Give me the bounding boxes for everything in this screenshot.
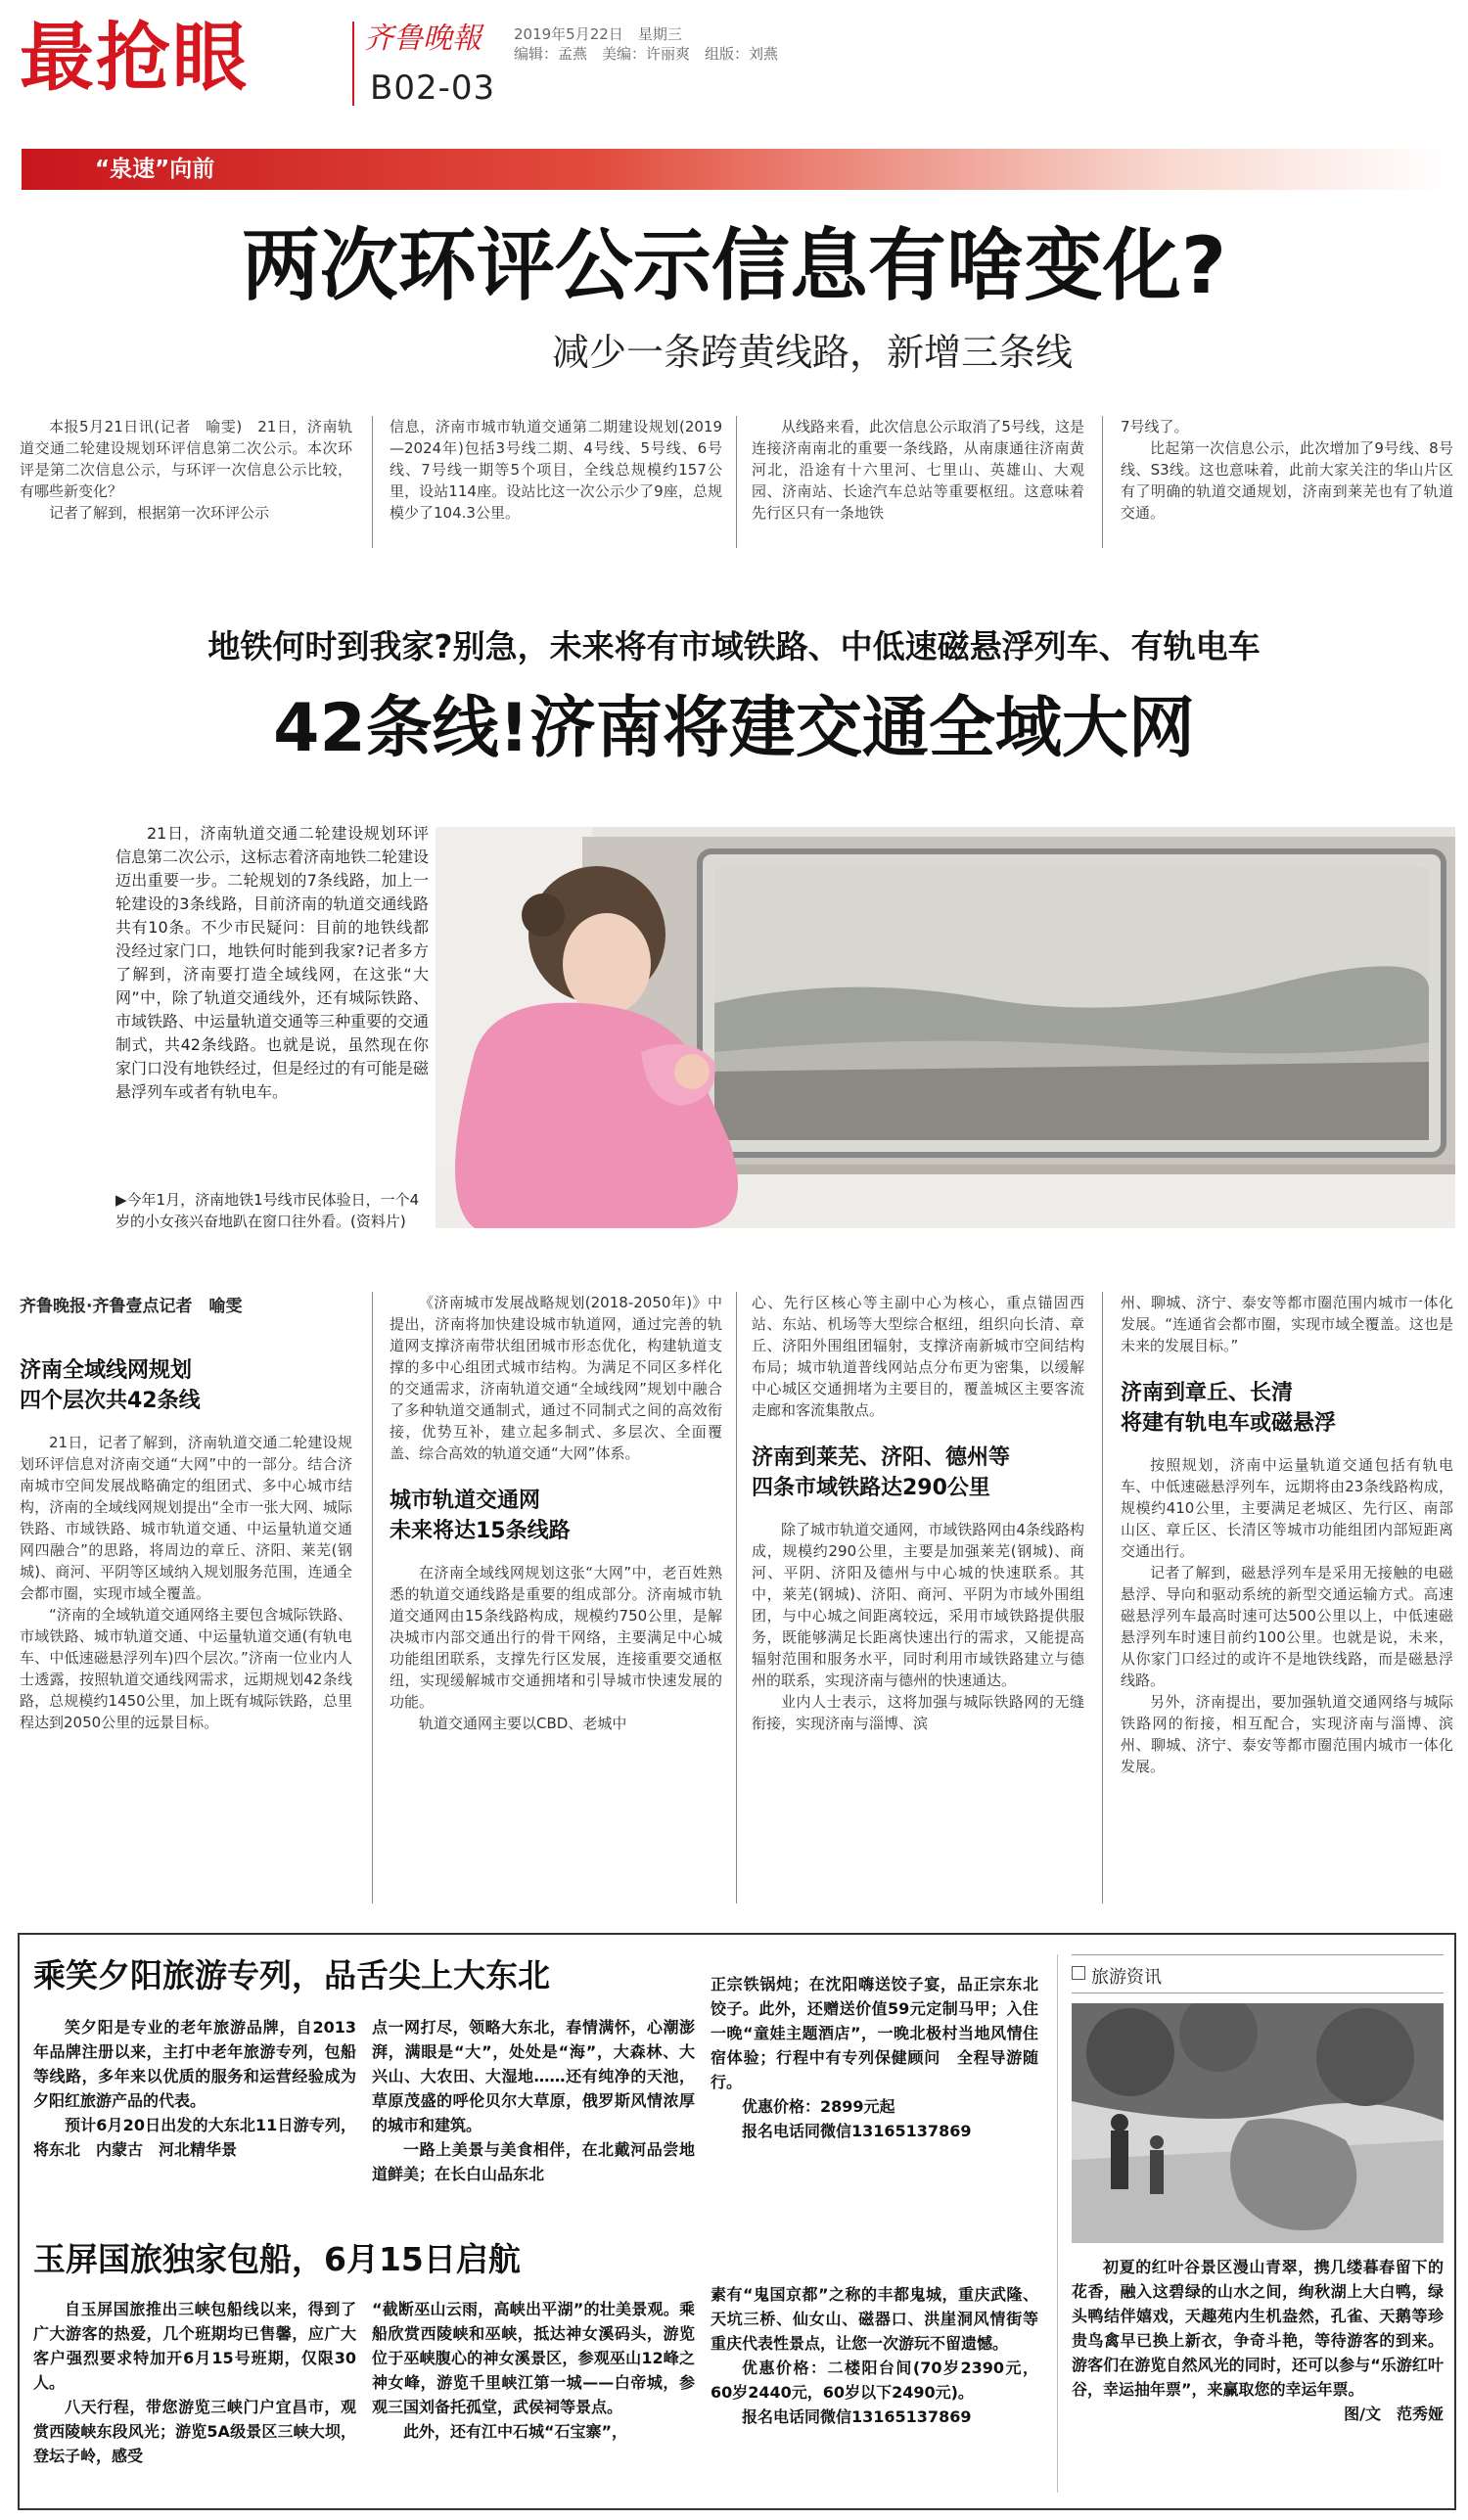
- ad-para: 此外，还有江中石城“石宝寨”，: [403, 2422, 628, 2441]
- story1-para: 记者了解到，根据第一次环评公示: [49, 504, 270, 522]
- sidebar-label: 旅游资讯: [1091, 1967, 1162, 1988]
- credits: 编辑：孟燕 美编：许丽爽 组版：刘燕: [514, 45, 779, 63]
- ad-para: 正宗铁锅炖；在沈阳嗨送饺子宴，品正宗东北饺子。此外，还赠送价值59元定制马甲；入住一晚“童娃主题酒店”，一晚北极村当地风情住宿体验；行程中有专列保健顾问 全程导游随行。: [711, 1975, 1038, 2091]
- page-number: B02-03: [370, 69, 496, 108]
- subheading: 济南到章丘、长清 将建有轨电车或磁悬浮: [1121, 1381, 1337, 1436]
- sidebar: [1072, 1954, 1444, 2497]
- story1-para: 比起第一次信息公示，此次增加了9号线、8号线、S3线。这也意味着，此前大家关注的华山片区有了明确的轨道交通规划，济南到莱芜也有了轨道交通。: [1121, 439, 1453, 522]
- sidebar-photo-illustration: [1072, 2003, 1444, 2243]
- story1-para: 信息，济南市城市轨道交通第二期建设规划(2019—2024年)包括3号线二期、4号线、5号线、6号线、7号线一期等5个项目，全线总规模约157公里，设站114座。设站比这一次公示少了9座，总规模少了104.3公里。: [390, 418, 722, 522]
- ad-para: 点一网打尽，领略大东北，春情满怀，心潮澎湃，满眼是“大”，处处是“海”，大森林、大兴山、大农田、大湿地……还有纯净的天池，草原茂盛的呼伦贝尔大草原，俄罗斯风情浓厚的城市和建筑。: [372, 2018, 695, 2134]
- paper-logo: 齐鲁晚報: [364, 22, 482, 56]
- banner-text: [95, 152, 214, 187]
- banner-rest: 向前: [169, 157, 215, 182]
- story2-byline: 齐鲁晚报·齐鲁壹点记者 喻雯: [20, 1297, 243, 1316]
- subheading: 济南到莱芜、济阳、德州等 四条市域铁路达290公里: [752, 1445, 1011, 1500]
- story2-col-4: [1121, 1292, 1453, 1908]
- ad-para: 素有“鬼国京都”之称的丰都鬼城，重庆武隆、天坑三桥、仙女山、磁器口、洪崖洞风情街等重庆代表性景点，让您一次游玩不留遗憾。: [711, 2285, 1038, 2353]
- ad-price: 优惠价格：二楼阳台间(70岁2390元，60岁2440元，60岁以下2490元)。: [711, 2359, 1038, 2402]
- ad2-title: 玉屏国旅独家包船，6月15日启航: [33, 2240, 521, 2278]
- subway-photo: [436, 827, 1455, 1228]
- story1-headline: 两次环评公示信息有啥变化?: [241, 220, 1227, 311]
- column-rule: [1102, 1292, 1103, 1903]
- story1-para: 本报5月21日讯(记者 喻雯) 21日，济南轨道交通二轮建设规划环评信息第二次公示。本次环评是第二次信息公示，与环评一次信息公示比较，有哪些新变化？: [20, 418, 352, 500]
- ad-price: 优惠价格：2899元起: [742, 2097, 895, 2116]
- story2-lead: 21日，济南轨道交通二轮建设规划环评信息第二次公示，这标志着济南地铁二轮建设迈出重要一步。二轮规划的7条线路，加上一轮建设的3条线路，目前济南的轨道交通线路共有10条。不少市民疑问：目前的地铁线都没经过家门口，地铁何时能到我家?记者多方了解到，济南要打造全域线网，在这张“大网”中，除了轨道交通线外，还有城际铁路、市域铁路、中运量轨道交通等三种重要的交通制式，共42条线路。也就是说，虽然现在你家门口没有地铁经过，但是经过的有可能是磁悬浮列车或者有轨电车。: [115, 824, 430, 1101]
- story2-para: 除了城市轨道交通网，市域铁路网由4条线路构成，规模约290公里，主要是加强莱芜(钢城)、商河、平阴、济阳及德州与中心城的快速联系。其中，莱芜(钢城)、济阳、商河、平阴为市域外围组团，与中心城之间距离较远，采用市域铁路提供服务，既能够满足长距离快速出行的需求，又能提高辐射范围和服务水平，同时利用市域铁路建立与德州的联系，实现济南与德州的快速通达。: [752, 1521, 1084, 1689]
- ad-section: [18, 1933, 1456, 2510]
- ad2-col-3: [711, 2282, 1038, 2502]
- section-title: 最抢眼: [20, 14, 249, 101]
- ad-phone: 报名电话同微信13165137869: [742, 2407, 972, 2426]
- banner-quoted: “泉速”: [95, 157, 170, 182]
- ad-phone: 报名电话同微信13165137869: [742, 2122, 972, 2140]
- story2-para: 在济南全域线网规划这张“大网”中，老百姓熟悉的轨道交通线路是重要的组成部分。济南城市轨道交通网由15条线路构成，规模约750公里，是解决城市内部交通出行的骨干网络，主要满足中心城功能组团联系，支撑先行区发展，连接重要交通枢纽，实现缓解城市交通拥堵和引导城市快速发展的功能。: [390, 1564, 722, 1711]
- story2-para: “济南的全域轨道交通网络主要包含城际铁路、市域铁路、城市轨道交通、中运量轨道交通(有轨电车、中低速磁悬浮列车)四个层次。”济南一位业内人士透露，按照轨道交通线网需求，远期规划42条线路，总规模约1450公里，加上既有城际铁路，总里程达到2050公里的远景目标。: [20, 1606, 352, 1731]
- story1-para: 7号线了。: [1121, 418, 1189, 435]
- column-rule: [1102, 416, 1103, 548]
- sidebar-label-box: [1072, 1954, 1444, 1993]
- ad2-col-2: [372, 2297, 695, 2502]
- sidebar-square-icon: [1072, 1966, 1085, 1980]
- story2-para: 21日，记者了解到，济南轨道交通二轮建设规划环评信息对济南交通“大网”中的一部分。结合济南城市空间发展战略确定的组团式、多中心城市结构，济南的全域线网规划提出“全市一张大网、城际铁路、市域铁路、城市轨道交通、中运量轨道交通网四融合”的思路，将周边的章丘、济阳、莱芜(钢城)、商河、平阴等区域纳入规划服务范围，连通全会都市圈，实现市域全覆盖。: [20, 1434, 352, 1602]
- story2-para: 心、先行区核心等主副中心为核心，重点锚固西站、东站、机场等大型综合枢纽，组织向长清、章丘、济阳外围组团辐射，支撑济南新城市空间结构布局；城市轨道普线网站点分布更为密集，以缓解中心城区交通拥堵为主要目的，覆盖城区主要客流走廊和客流集散点。: [752, 1294, 1084, 1419]
- masthead: [0, 0, 1468, 132]
- story2-col-3: [752, 1292, 1084, 1908]
- story2-headline: 42条线!济南将建交通全域大网: [273, 690, 1195, 767]
- story2-para: 业内人士表示，这将加强与城际铁路网的无缝衔接，实现济南与淄博、滨: [752, 1693, 1084, 1732]
- ad2-col-1: [33, 2297, 356, 2502]
- story2-para: 按照规划，济南中运量轨道交通包括有轨电车、中低速磁悬浮列车，远期将由23条线路构成，规模约410公里，主要满足老城区、先行区、南部山区、章丘区、长清区等城市功能组团内部短距离交通出行。: [1121, 1456, 1453, 1560]
- subheading: 城市轨道交通网 未来将达15条线路: [390, 1489, 571, 1543]
- ad-para: 笑夕阳是专业的老年旅游品牌，自2013年品牌注册以来，主打中老年旅游专列，包船等线路，多年来以优质的服务和运营经验成为夕阳红旅游产品的代表。: [33, 2018, 356, 2110]
- ad-para: 八天行程，带您游览三峡门户宜昌市，观赏西陵峡东段风光；游览5A级景区三峡大坝，登坛子岭，感受: [33, 2398, 356, 2465]
- ad-para: 一路上美景与美食相伴，在北戴河品尝地道鲜美；在长白山品东北: [372, 2140, 695, 2183]
- ad-para: “截断巫山云雨，高峡出平湖”的壮美景观。乘船欣赏西陵峡和巫峡，抵达神女溪码头，游览位于巫峡腹心的神女溪景区，参观巫山12峰之神女峰，游览千里峡江第一城——白帝城，参观三国刘备托孤堂，武侯祠等景点。: [372, 2300, 695, 2416]
- sidebar-photo: [1072, 2003, 1444, 2243]
- story2-col-1: [20, 1355, 352, 1903]
- masthead-divider: [352, 22, 354, 106]
- column-rule: [372, 416, 373, 548]
- sidebar-rule: [1057, 1954, 1058, 2493]
- sidebar-text: 初夏的红叶谷景区漫山青翠，携几缕暮春留下的花香，融入这碧绿的山水之间，绚秋湖上大白鸭，绿头鸭结伴嬉戏，天趣苑内生机盎然，孔雀、天鹅等珍贵鸟禽早已换上新衣，争奇斗艳，等待游客的到来。游客们在游览自然风光的同时，还可以参与“乐游红叶谷，幸运抽年票”，来赢取您的幸运年票。: [1072, 2258, 1444, 2399]
- story2-para: 轨道交通网主要以CBD、老城中: [419, 1715, 627, 1732]
- ad-para: 自玉屏国旅推出三峡包船线以来，得到了广大游客的热爱，几个班期均已售馨，应广大客户强烈要求特加开6月15号班期，仅限30人。: [33, 2300, 356, 2392]
- story2-para: 另外，济南提出，要加强轨道交通网络与城际铁路网的衔接，相互配合，实现济南与淄博、滨州、聊城、济宁、泰安等都市圈范围内城市一体化发展。: [1121, 1693, 1453, 1775]
- issue-date: [514, 23, 682, 44]
- story2-para: 《济南城市发展战略规划(2018-2050年)》中提出，济南将加快建设城市轨道网，通过完善的轨道网支撑济南带状组团城市形态优化，构建轨道支撑的多中心组团式城市结构。为满足不同区多样化的交通需求，济南轨道交通“全域线网”规划中融合了多种轨道交通制式，通过不同制式之间的高效衔接，优势互补，建立起多制式、多层次、全面覆盖、综合高效的轨道交通“大网”体系。: [390, 1294, 722, 1462]
- story2-col-2: [390, 1292, 722, 1908]
- story2-kicker: 地铁何时到我家?别急，未来将有市域铁路、中低速磁悬浮列车、有轨电车: [207, 627, 1261, 665]
- story1-para: 从线路来看，此次信息公示取消了5号线，这是连接济南南北的重要一条线路，从南康通往济南黄河北，沿途有十六里河、七里山、英雄山、大观园、济南站、长途汽车总站等重要枢纽。这意味着先行区只有一条地铁: [752, 418, 1084, 522]
- story1-col-1: [20, 416, 352, 553]
- column-banner: [22, 149, 1450, 190]
- ad1-col-3: [711, 1972, 1038, 2207]
- sidebar-credit: 图/文 范秀娅: [1344, 2405, 1444, 2423]
- ad1-col-1: [33, 2015, 356, 2201]
- column-rule: [736, 1292, 737, 1903]
- weekday-text: 星期三: [637, 25, 682, 43]
- photo-caption: ▶今年1月，济南地铁1号线市民体验日，一个4岁的小女孩兴奋地趴在窗口往外看。(资料片): [115, 1191, 420, 1230]
- ad-para: 预计6月20日出发的大东北11日游专列，将东北 内蒙古 河北精华景: [33, 2116, 356, 2159]
- subheading: 济南全域线网规划 四个层次共42条线: [20, 1358, 201, 1413]
- story1-col-4: [1121, 416, 1453, 553]
- column-rule: [736, 416, 737, 548]
- story1-subhead: 减少一条跨黄线路，新增三条线: [551, 331, 1073, 374]
- story2-para: 记者了解到，磁悬浮列车是采用无接触的电磁悬浮、导向和驱动系统的新型交通运输方式。高速磁悬浮列车最高时速可达500公里以上，中低速磁悬浮列车时速目前约100公里。也就是说，未来，从你家门口经过的或许不是地铁线路，而是磁悬浮线路。: [1121, 1564, 1453, 1689]
- story1-col-3: [752, 416, 1084, 553]
- ad1-col-2: [372, 2015, 695, 2201]
- photo-illustration: [436, 827, 1455, 1228]
- story1-col-2: [390, 416, 722, 553]
- ad1-title: 乘笑夕阳旅游专列，品舌尖上大东北: [33, 1956, 550, 1994]
- date-text: 2019年5月22日: [514, 25, 623, 43]
- column-rule: [372, 1292, 373, 1903]
- story2-para: 州、聊城、济宁、泰安等都市圈范围内城市一体化发展。“连通省会都市圈，实现市域全覆盖。这也是未来的发展目标。”: [1121, 1294, 1453, 1354]
